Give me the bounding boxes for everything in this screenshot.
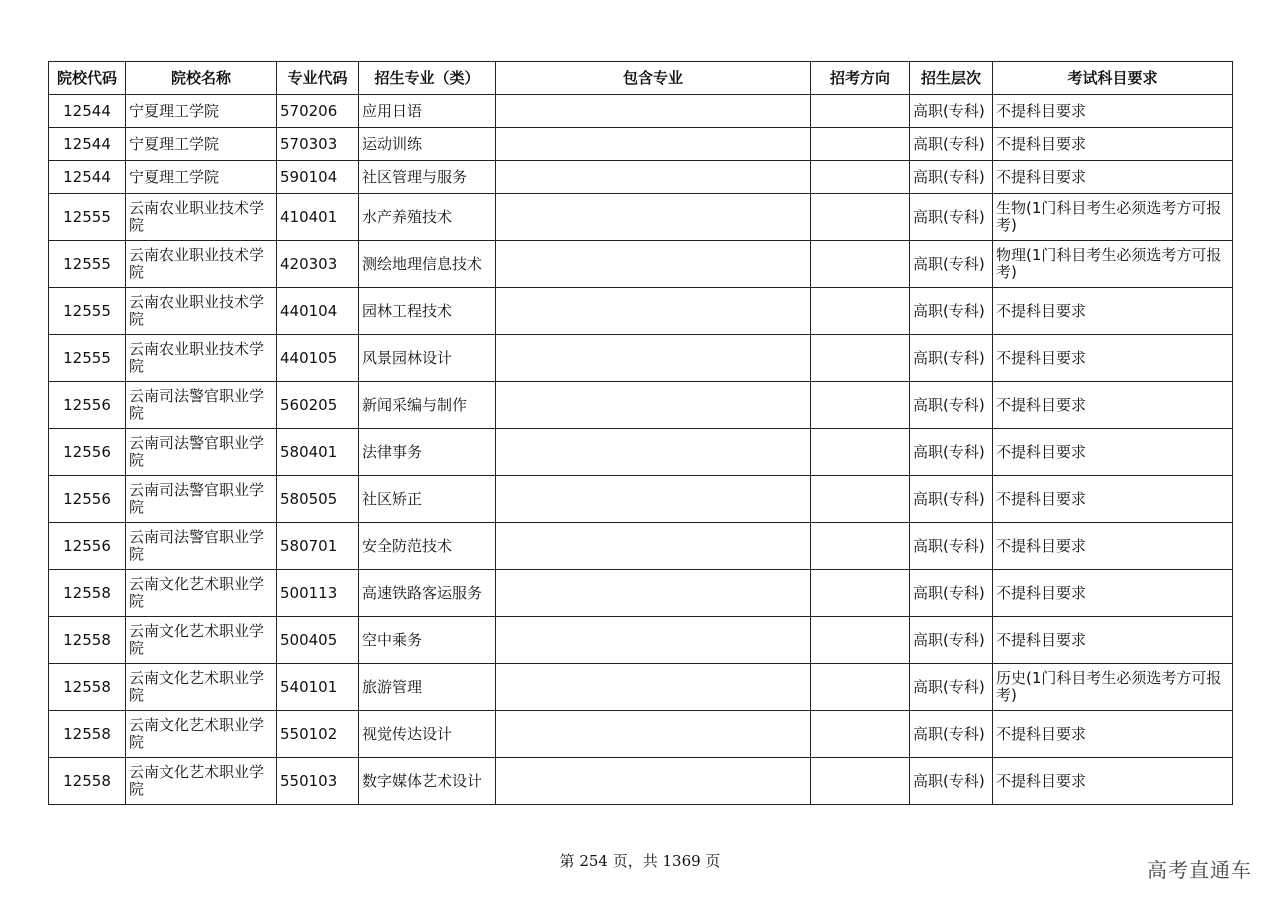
cell-major-code: 560205 (277, 382, 359, 429)
cell-major: 空中乘务 (359, 617, 496, 664)
cell-level: 高职(专科) (910, 664, 993, 711)
cell-direction (811, 570, 910, 617)
cell-included-majors (496, 95, 811, 128)
table-row (49, 194, 1233, 241)
cell-school-code: 12544 (49, 128, 126, 161)
cell-direction (811, 95, 910, 128)
cell-school-name: 云南农业职业技术学院 (126, 241, 277, 288)
cell-major: 视觉传达设计 (359, 711, 496, 758)
cell-major-code: 550102 (277, 711, 359, 758)
cell-major-code: 580701 (277, 523, 359, 570)
cell-direction (811, 476, 910, 523)
page-number: 第 254 页，共 1369 页 (559, 852, 721, 870)
cell-direction (811, 523, 910, 570)
header-included-majors: 包含专业 (496, 62, 811, 95)
cell-major: 水产养殖技术 (359, 194, 496, 241)
cell-direction (811, 161, 910, 194)
cell-included-majors (496, 128, 811, 161)
cell-school-name: 宁夏理工学院 (126, 161, 277, 194)
table-row (49, 570, 1233, 617)
cell-included-majors (496, 382, 811, 429)
cell-included-majors (496, 288, 811, 335)
cell-direction (811, 241, 910, 288)
cell-school-name: 云南农业职业技术学院 (126, 335, 277, 382)
cell-included-majors (496, 476, 811, 523)
cell-level: 高职(专科) (910, 476, 993, 523)
cell-school-name: 云南文化艺术职业学院 (126, 664, 277, 711)
header-school-code: 院校代码 (49, 62, 126, 95)
table-row (49, 523, 1233, 570)
cell-major-code: 440105 (277, 335, 359, 382)
cell-school-code: 12555 (49, 288, 126, 335)
cell-school-name: 云南司法警官职业学院 (126, 429, 277, 476)
cell-level: 高职(专科) (910, 711, 993, 758)
cell-school-name: 云南农业职业技术学院 (126, 194, 277, 241)
cell-major-code: 420303 (277, 241, 359, 288)
cell-major: 高速铁路客运服务 (359, 570, 496, 617)
cell-requirement: 不提科目要求 (993, 288, 1233, 335)
cell-school-code: 12555 (49, 194, 126, 241)
cell-requirement: 不提科目要求 (993, 476, 1233, 523)
cell-major: 风景园林设计 (359, 335, 496, 382)
header-school-name: 院校名称 (126, 62, 277, 95)
header-major-code: 专业代码 (277, 62, 359, 95)
cell-school-name: 云南文化艺术职业学院 (126, 711, 277, 758)
cell-direction (811, 617, 910, 664)
cell-school-name: 云南农业职业技术学院 (126, 288, 277, 335)
cell-school-code: 12544 (49, 161, 126, 194)
cell-school-name: 云南司法警官职业学院 (126, 476, 277, 523)
cell-level: 高职(专科) (910, 523, 993, 570)
cell-included-majors (496, 711, 811, 758)
cell-major-code: 570303 (277, 128, 359, 161)
table-row (49, 429, 1233, 476)
cell-requirement: 不提科目要求 (993, 711, 1233, 758)
table-row (49, 335, 1233, 382)
cell-major-code: 550103 (277, 758, 359, 805)
cell-included-majors (496, 523, 811, 570)
header-direction: 招考方向 (811, 62, 910, 95)
cell-major-code: 500405 (277, 617, 359, 664)
cell-school-name: 云南文化艺术职业学院 (126, 617, 277, 664)
cell-school-name: 宁夏理工学院 (126, 95, 277, 128)
cell-requirement: 不提科目要求 (993, 95, 1233, 128)
cell-major: 旅游管理 (359, 664, 496, 711)
header-level: 招生层次 (910, 62, 993, 95)
table-row (49, 95, 1233, 128)
cell-school-code: 12558 (49, 758, 126, 805)
cell-level: 高职(专科) (910, 95, 993, 128)
header-major: 招生专业（类） (359, 62, 496, 95)
header-requirement: 考试科目要求 (993, 62, 1233, 95)
cell-direction (811, 758, 910, 805)
cell-direction (811, 288, 910, 335)
table-row (49, 241, 1233, 288)
cell-direction (811, 382, 910, 429)
cell-requirement: 不提科目要求 (993, 335, 1233, 382)
cell-included-majors (496, 241, 811, 288)
table-row (49, 382, 1233, 429)
cell-included-majors (496, 664, 811, 711)
cell-requirement: 不提科目要求 (993, 523, 1233, 570)
table-row (49, 758, 1233, 805)
cell-school-code: 12558 (49, 711, 126, 758)
cell-major-code: 580401 (277, 429, 359, 476)
table-row (49, 128, 1233, 161)
cell-included-majors (496, 429, 811, 476)
cell-included-majors (496, 617, 811, 664)
cell-school-code: 12556 (49, 523, 126, 570)
table-row (49, 664, 1233, 711)
cell-level: 高职(专科) (910, 128, 993, 161)
cell-level: 高职(专科) (910, 161, 993, 194)
cell-included-majors (496, 161, 811, 194)
cell-school-name: 云南文化艺术职业学院 (126, 758, 277, 805)
cell-major: 应用日语 (359, 95, 496, 128)
cell-major-code: 540101 (277, 664, 359, 711)
cell-requirement: 生物(1门科目考生必须选考方可报考) (993, 194, 1233, 241)
cell-major: 园林工程技术 (359, 288, 496, 335)
cell-level: 高职(专科) (910, 429, 993, 476)
cell-school-code: 12556 (49, 429, 126, 476)
table-header-row (49, 62, 1233, 95)
cell-included-majors (496, 570, 811, 617)
cell-major: 安全防范技术 (359, 523, 496, 570)
cell-direction (811, 335, 910, 382)
table-row (49, 617, 1233, 664)
table-row (49, 711, 1233, 758)
cell-level: 高职(专科) (910, 241, 993, 288)
cell-school-name: 云南文化艺术职业学院 (126, 570, 277, 617)
cell-major-code: 410401 (277, 194, 359, 241)
cell-school-name: 云南司法警官职业学院 (126, 523, 277, 570)
cell-major: 运动训练 (359, 128, 496, 161)
cell-school-code: 12558 (49, 570, 126, 617)
cell-level: 高职(专科) (910, 382, 993, 429)
cell-major: 社区管理与服务 (359, 161, 496, 194)
table-row (49, 288, 1233, 335)
cell-direction (811, 711, 910, 758)
cell-school-code: 12558 (49, 617, 126, 664)
cell-direction (811, 128, 910, 161)
cell-level: 高职(专科) (910, 758, 993, 805)
cell-school-code: 12555 (49, 241, 126, 288)
table-row (49, 161, 1233, 194)
cell-major: 新闻采编与制作 (359, 382, 496, 429)
admission-table (48, 61, 1233, 805)
cell-included-majors (496, 758, 811, 805)
cell-major-code: 580505 (277, 476, 359, 523)
cell-requirement: 物理(1门科目考生必须选考方可报考) (993, 241, 1233, 288)
cell-major-code: 590104 (277, 161, 359, 194)
cell-major-code: 500113 (277, 570, 359, 617)
cell-school-code: 12558 (49, 664, 126, 711)
cell-major: 数字媒体艺术设计 (359, 758, 496, 805)
cell-major: 社区矫正 (359, 476, 496, 523)
cell-major: 测绘地理信息技术 (359, 241, 496, 288)
cell-direction (811, 664, 910, 711)
cell-major: 法律事务 (359, 429, 496, 476)
cell-requirement: 不提科目要求 (993, 128, 1233, 161)
cell-level: 高职(专科) (910, 570, 993, 617)
cell-included-majors (496, 335, 811, 382)
cell-school-name: 宁夏理工学院 (126, 128, 277, 161)
cell-major-code: 570206 (277, 95, 359, 128)
cell-level: 高职(专科) (910, 335, 993, 382)
cell-major-code: 440104 (277, 288, 359, 335)
cell-level: 高职(专科) (910, 617, 993, 664)
cell-requirement: 历史(1门科目考生必须选考方可报考) (993, 664, 1233, 711)
watermark-logo: 高考直通车 (1147, 858, 1252, 882)
cell-school-code: 12555 (49, 335, 126, 382)
cell-requirement: 不提科目要求 (993, 161, 1233, 194)
cell-level: 高职(专科) (910, 194, 993, 241)
cell-requirement: 不提科目要求 (993, 382, 1233, 429)
cell-school-code: 12556 (49, 382, 126, 429)
cell-requirement: 不提科目要求 (993, 617, 1233, 664)
cell-requirement: 不提科目要求 (993, 429, 1233, 476)
cell-school-name: 云南司法警官职业学院 (126, 382, 277, 429)
cell-requirement: 不提科目要求 (993, 758, 1233, 805)
cell-level: 高职(专科) (910, 288, 993, 335)
cell-school-code: 12544 (49, 95, 126, 128)
cell-direction (811, 429, 910, 476)
table-row (49, 476, 1233, 523)
cell-included-majors (496, 194, 811, 241)
cell-requirement: 不提科目要求 (993, 570, 1233, 617)
cell-school-code: 12556 (49, 476, 126, 523)
cell-direction (811, 194, 910, 241)
